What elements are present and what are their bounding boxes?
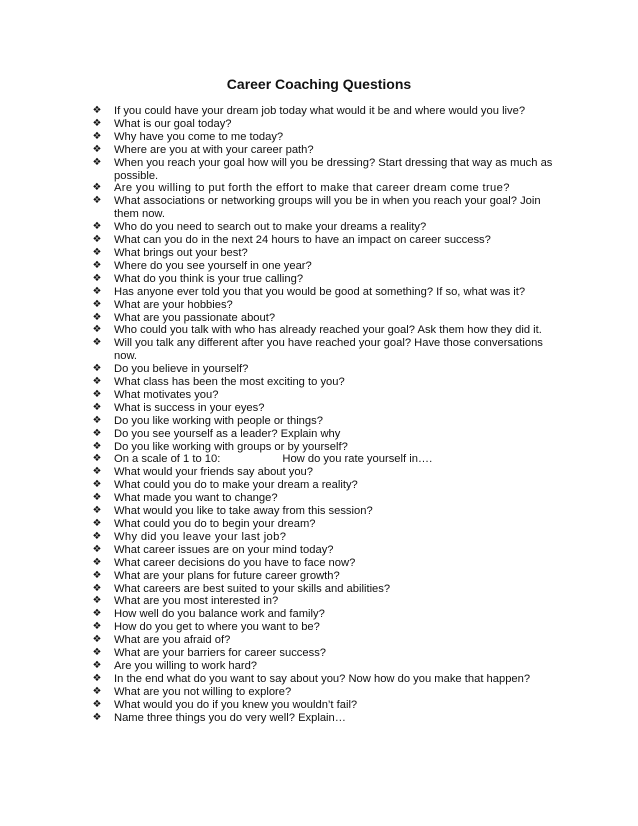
diamond-bullet-icon: ❖ — [92, 634, 102, 646]
question-text: What do you think is your true calling? — [114, 272, 304, 285]
question-text: What could you do to begin your dream? — [114, 518, 316, 530]
question-item — [90, 234, 560, 247]
question-text: Where are you at with your career path? — [114, 143, 314, 156]
diamond-bullet-icon: ❖ — [92, 337, 102, 349]
question-item — [90, 518, 560, 531]
diamond-bullet-icon: ❖ — [92, 324, 102, 336]
question-item — [90, 131, 560, 144]
question-text: What associations or networking groups will you be in when you reach your goal? Join them now. — [114, 195, 541, 221]
question-item-scale — [90, 453, 560, 466]
diamond-bullet-icon: ❖ — [92, 711, 102, 723]
question-text: What would you like to take away from this session? — [114, 505, 373, 518]
question-item — [90, 389, 560, 402]
diamond-bullet-icon: ❖ — [92, 440, 102, 452]
question-item — [90, 647, 560, 660]
question-item — [90, 324, 560, 337]
diamond-bullet-icon: ❖ — [92, 621, 102, 633]
diamond-bullet-icon: ❖ — [92, 401, 102, 413]
diamond-bullet-icon: ❖ — [92, 427, 102, 439]
question-text: What are you not willing to explore? — [114, 685, 292, 698]
question-item — [90, 479, 560, 492]
scale-question-prefix: On a scale of 1 to 10: — [114, 453, 221, 466]
question-text: What career issues are on your mind today? — [114, 543, 334, 556]
diamond-bullet-icon: ❖ — [92, 234, 102, 246]
diamond-bullet-icon: ❖ — [92, 530, 102, 542]
question-item — [90, 686, 560, 699]
diamond-bullet-icon: ❖ — [92, 388, 102, 400]
diamond-bullet-icon: ❖ — [92, 156, 102, 168]
question-item — [90, 441, 560, 454]
question-item — [90, 195, 560, 221]
question-text: What can you do in the next 24 hours to have an impact on career success? — [114, 234, 491, 247]
question-item — [90, 466, 560, 479]
diamond-bullet-icon: ❖ — [92, 453, 102, 465]
diamond-bullet-icon: ❖ — [92, 414, 102, 426]
diamond-bullet-icon: ❖ — [92, 492, 102, 504]
question-item — [90, 428, 560, 441]
question-text: What would your friends say about you? — [114, 466, 313, 479]
question-item — [90, 583, 560, 596]
diamond-bullet-icon: ❖ — [92, 518, 102, 529]
question-item — [90, 157, 560, 183]
diamond-bullet-icon: ❖ — [92, 272, 102, 284]
diamond-bullet-icon: ❖ — [92, 466, 102, 478]
question-text: Who could you talk with who has already reached your goal? Ask them how they did it. — [114, 324, 542, 337]
diamond-bullet-icon: ❖ — [92, 221, 102, 233]
question-item — [90, 557, 560, 570]
question-text: What are you most interested in? — [114, 595, 279, 608]
question-text: In the end what do you want to say about you? Now how do you make that happen? — [114, 672, 531, 685]
diamond-bullet-icon: ❖ — [92, 647, 102, 659]
diamond-bullet-icon: ❖ — [92, 195, 102, 207]
question-item — [90, 544, 560, 557]
question-text: Are you willing to work hard? — [114, 659, 258, 672]
question-text: Who do you need to search out to make your dreams a reality? — [114, 221, 427, 234]
question-item — [90, 337, 560, 363]
question-text: How do you get to where you want to be? — [114, 621, 320, 634]
question-text: Why have you come to me today? — [114, 130, 284, 143]
question-list — [90, 105, 560, 725]
question-text: What are you afraid of? — [114, 634, 231, 647]
question-text: Where do you see yourself in one year? — [114, 259, 312, 272]
question-item — [90, 415, 560, 428]
document-title: Career Coaching Questions — [226, 76, 412, 92]
scale-question-suffix: How do you rate yourself in…. — [282, 453, 433, 466]
diamond-bullet-icon: ❖ — [92, 659, 102, 671]
question-text: What made you want to change? — [114, 492, 278, 505]
question-text: Do you like working with groups or by yourself? — [114, 440, 348, 453]
diamond-bullet-icon: ❖ — [92, 105, 102, 116]
question-item — [90, 621, 560, 634]
question-text: If you could have your dream job today what would it be and where would you live? — [114, 105, 526, 117]
question-item — [90, 634, 560, 647]
question-item — [90, 312, 560, 325]
question-text: What could you do to make your dream a reality? — [114, 479, 358, 492]
diamond-bullet-icon: ❖ — [92, 479, 102, 491]
question-item — [90, 712, 560, 725]
question-text: What would you do if you knew you wouldn’t fail? — [114, 698, 358, 711]
question-item — [90, 286, 560, 299]
question-text: What are your plans for future career growth? — [114, 569, 340, 582]
question-text: Do you like working with people or things? — [114, 414, 323, 427]
question-item — [90, 660, 560, 673]
diamond-bullet-icon: ❖ — [92, 582, 102, 594]
question-text: Do you see yourself as a leader? Explain why — [114, 427, 341, 440]
diamond-bullet-icon: ❖ — [92, 130, 102, 142]
question-text: Are you willing to put forth the effort to make that career dream come true? — [114, 182, 510, 195]
question-item — [90, 299, 560, 312]
question-item — [90, 595, 560, 608]
diamond-bullet-icon: ❖ — [92, 182, 102, 194]
question-item — [90, 247, 560, 260]
diamond-bullet-icon: ❖ — [92, 672, 102, 684]
question-text: Will you talk any different after you have reached your goal? Have those conversations now. — [114, 337, 543, 363]
question-text: What are you passionate about? — [114, 311, 276, 324]
diamond-bullet-icon: ❖ — [92, 376, 102, 388]
diamond-bullet-icon: ❖ — [92, 298, 102, 310]
question-item — [90, 570, 560, 583]
diamond-bullet-icon: ❖ — [92, 698, 102, 710]
diamond-bullet-icon: ❖ — [92, 259, 102, 271]
question-item — [90, 492, 560, 505]
question-text: What careers are best suited to your skills and abilities? — [114, 582, 391, 595]
diamond-bullet-icon: ❖ — [92, 246, 102, 258]
question-item — [90, 673, 560, 686]
question-item — [90, 144, 560, 157]
question-item — [90, 363, 560, 376]
question-item — [90, 118, 560, 131]
question-text: Do you believe in yourself? — [114, 363, 249, 376]
diamond-bullet-icon: ❖ — [92, 543, 102, 555]
question-item — [90, 505, 560, 518]
question-item — [90, 608, 560, 621]
question-text: When you reach your goal how will you be dressing? Start dressing that way as much as possible. — [114, 156, 553, 182]
question-item — [90, 105, 560, 118]
diamond-bullet-icon: ❖ — [92, 505, 102, 517]
question-text: What is success in your eyes? — [114, 401, 265, 414]
diamond-bullet-icon: ❖ — [92, 595, 102, 607]
diamond-bullet-icon: ❖ — [92, 685, 102, 697]
question-text: Has anyone ever told you that you would be good at something? If so, what was it? — [114, 285, 526, 298]
question-item — [90, 699, 560, 712]
question-text: What career decisions do you have to face now? — [114, 556, 356, 569]
diamond-bullet-icon: ❖ — [92, 311, 102, 323]
diamond-bullet-icon: ❖ — [92, 143, 102, 155]
diamond-bullet-icon: ❖ — [92, 608, 102, 620]
diamond-bullet-icon: ❖ — [92, 285, 102, 297]
question-text: What is our goal today? — [114, 117, 232, 130]
question-item — [90, 182, 560, 195]
question-text: What are your barriers for career success? — [114, 647, 327, 660]
question-text: What are your hobbies? — [114, 298, 233, 311]
question-text: What brings out your best? — [114, 246, 248, 259]
question-text: How well do you balance work and family? — [114, 608, 325, 621]
diamond-bullet-icon: ❖ — [92, 569, 102, 581]
question-item — [90, 273, 560, 286]
question-item — [90, 531, 560, 544]
question-text: What motivates you? — [114, 388, 219, 401]
diamond-bullet-icon: ❖ — [92, 363, 102, 375]
diamond-bullet-icon: ❖ — [92, 117, 102, 129]
question-text: Name three things you do very well? Explain… — [114, 711, 346, 724]
question-text: Why did you leave your last job? — [114, 530, 287, 543]
diamond-bullet-icon: ❖ — [92, 556, 102, 568]
question-item — [90, 260, 560, 273]
question-item — [90, 376, 560, 389]
question-item — [90, 221, 560, 234]
question-item — [90, 402, 560, 415]
question-text: What class has been the most exciting to you? — [114, 376, 345, 389]
